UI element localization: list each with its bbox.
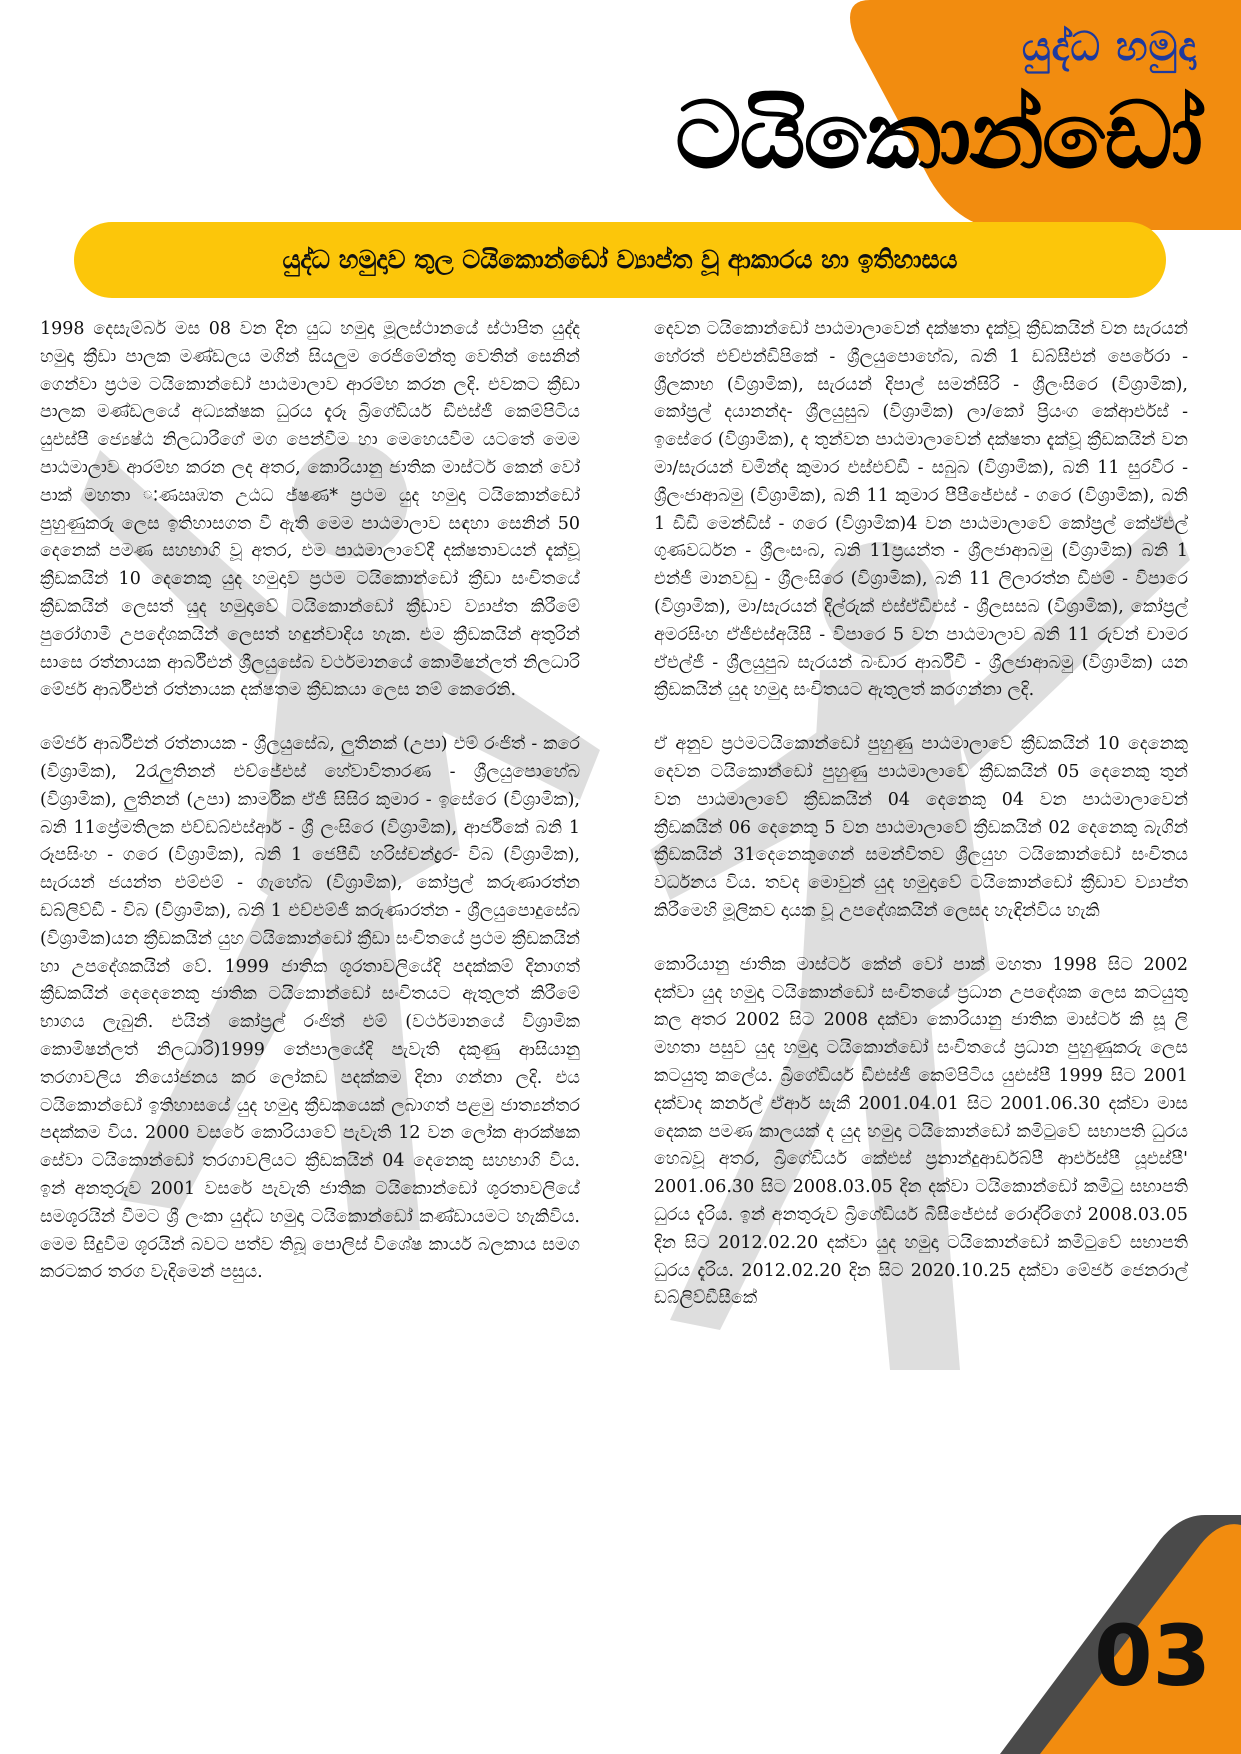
page-number: 03 (1094, 1607, 1211, 1705)
header-kicker: යුද්ධ හමුදා (1021, 24, 1197, 70)
paragraph: ඒ අනුව ප්‍රථමටයිකොන්ඩෝ පුහුණු පාඨමාලාවේ ක්‍රීඩකයින් 10 දෙනෙකු දෙවන ටයිකොන්ඩෝ පුහුණු පාඨමාලාවේ ක්‍රීඩකයින් 05 දෙනෙකු තුන් වන පාඨමාලාවේ ක්‍රීඩකයින් 04 දෙනෙකු 04 වන පාඨමාලාවෙන් ක්‍රීඩකයින් 06 දෙනෙකු 5 වන පාඨමාලාවේ ක්‍රීඩකයින් 02 දෙනෙකු බැගින් ක්‍රීඩකයින් 31දෙනෙකුගෙන් සමන්විතව ශ්‍රීලයුහ ටයිකොන්ඩෝ සංචිතය වර්ධනය විය. තවද මොවුන් යුද හමුදාවේ ටයිකොන්ඩෝ ක්‍රීඩාව ව්‍යාප්ත කිරීමෙහි මූලිකව දායක වූ උපදේශකයින් ලෙසද හැඳින්විය හැකි (654, 734, 1188, 921)
paragraph: මේජර් ආර්බීඑන් රත්නායක - ශ්‍රීලයුසේබ, ලුතිනක් (උපා) එම් රංජිත් - කරෙ (විශ්‍රාමික), 2රැලුතිනන් එච්ජේඑස් හේවාවිතාරණ - ශ්‍රීලයුපොහේබ (විශ්‍රාමික), ලුතිනන් (උපා) කාර්මික ඒජී සිසිර කුමාර - ඉසේරෙ (විශ්‍රාමික), බනි 11ප්‍රේමතිලක එච්ඩබ්එස්ආර් - ශ්‍රී ලංසිරෙ (විශ්‍රාමික), ආර්ජීකේ බනි 1 රූපසිංහ - ගරෙ (විශ්‍රාමික), බනි 1 ජෙපීඩී හරිස්චන්ද්‍රර- විබ (විශ්‍රාමික), සැරයන් ජයන්ත එම්එම් - ගැහේබ (විශ්‍රාමික), කෝප්‍රල් කරුණාරත්න ඩබ්ලිව්ඩී - විබ (විශ්‍රාමික), බනි 1 එච්එම්ජී කරුණාරත්න - ශ්‍රීලයුපොදුසේබ (විශ්‍රාමික)යන ක්‍රීඩකයින් යුහ ටයිකොන්ඩෝ ක්‍රීඩා සංචිතයේ ප්‍රථම ක්‍රීඩකයින් හා උපදේශකයින් වේ. 1999 ජාතික ශූරතාවලියේදි පදක්කම් දිනාගත් ක්‍රීඩකයින් දෙදෙනෙකු ජාතික ටයිකොන්ඩෝ සංචිතයට ඇතුලත් කිරීමේ භාගය ලැබුනි. එයින් කෝප්‍රල් රංජිත් එම් (වර්ථමානයේ විශ්‍රාමික කොමිෂන්ලත් නිලධාරි)1999 නේපාලයේදි පැවැති දකුණු ආසියානු තරගාවලිය නියෝජනය කර ලෝකඩ පදක්කම දිනා ගන්නා ලදි. එය ටයිකොන්ඩෝ ඉතිහාසයේ යුද හමුදා ක්‍රීඩකයෙක් ලබාගත් පළමු ජාත්‍යන්තර පදක්කම විය. 2000 වසරේ කොරියාවේ පැවැති 12 වන ලෝක ආරක්ෂක සේවා ටයිකොන්ඩෝ තරගාවලියට ක්‍රීඩකයින් 04 දෙනෙකු සහභාගි විය. ඉන් අනතුරුව 2001 වසරේ පැවැති ජාතික ටයිකොන්ඩෝ ශූරතාවලියේ සමශූරයින් වීමට ශ්‍රී ලංකා යුද්ධ හමුදා ටයිකොන්ඩෝ කණ්ඩායමට හැකිවිය. මෙම සිදුවීම ශූරයින් බවට පත්ව තිබූ පොලිස් විශේෂ කාර්ය බලකාය සමග කරටකර තරග වැදිමෙන් පසුය. (40, 734, 580, 1283)
paragraph: කොරියානු ජාතික මාස්ටර් කේන් වෝ පාක් මහතා 1998 සිට 2002 දක්වා යුද හමුදා ටයිකොන්ඩෝ සංචිතයේ ප්‍රධාන උපදේශක ලෙස කටයුතු කල අතර 2002 සිට 2008 දක්වා කොරියානු ජාතික මාස්ටර් කි සූ ලි මහතා පසුව යුද හමුදා ටයිකොන්ඩෝ සංචිතයේ ප්‍රධාන පුහුණුකරු ලෙස කටයුතු කලේය. බ්‍රිගේඩියර් ඩීඑස්ජී කෙම්පිටිය යුඑස්පී 1999 සිට 2001 දක්වාද කර්නල් ඒආර් සැකී 2001.04.01 සිට 2001.06.30 දක්වා මාස දෙකක පමණ කාලයක් ද යුද හමුදා ටයිකොන්ඩෝ කමිටුවේ සභාපති ධුරය හෙබවූ අතර, බ්‍රිගේඩියර් කේඑස් ප්‍රනාන්දුආර්ඩබ්පී ආර්එස්පී යූඑස්පී' 2001.06.30 සිට 2008.03.05 දින දක්වා ටයිකොන්ඩෝ කමිටු සභාපති ධුරය දැරිය. ඉන් අනතුරුව බ්‍රිගේඩියර් බීසීජේඑස් රොද්රිගෝ 2008.03.05 දින සිට 2012.02.20 දක්වා යුද හමුදා ටයිකොන්ඩෝ කමිටුවේ සභාපති ධුරය දැරිය. 2012.02.20 දින සිට 2020.10.25 දක්වා මේජර් ජෙනරාල් ඩබ්ලිව්ඩීසීකේ (654, 954, 1188, 1309)
banner-heading: යුද්ධ හමුදාව තුල ටයිකොන්ඩෝ ව්‍යාප්ත වූ ආකාරය හා ඉතිහාසය (282, 245, 958, 274)
paragraph: දෙවන ටයිකොන්ඩෝ පාඨමාලාවෙන් දක්ෂතා දැක්වූ ක්‍රීඩකයින් වන සැරයන් හේරත් එච්එන්ඩිපිකේ - ශ්‍රීලයුපොහේබ, බනි 1 ඩබ්සීඑන් පෙරේරා - ශ්‍රීලකාභ (විශ්‍රාමික), සැරයන් දිපාල් සමන්සිරි - ශ්‍රීලංසිරෙ (විශ්‍රාමික), කෝප්‍රල් දයානන්ද- ශ්‍රීලයුසුබ (විශ්‍රාමික) ලා/කෝ ප්‍රියංග කේආර්එස් - ඉසේරෙ (විශ්‍රාමික), ද තුන්වන පාඨමාලාවෙන් දක්ෂතා දැක්වූ ක්‍රීඩකයින් වන මා/සැරයන් චමින්ද කුමාර එස්එච්ඩී - සබුබ (විශ්‍රාමික), බනි 11 සුරවීර - ශ්‍රීලංජාආබමු (විශ්‍රාමික), බනි 11 කුමාර පීපීජේඑස් - ගරෙ (විශ්‍රාමික), බනි 1 ඩීඩී මෙන්ඩිස් - ගරෙ (විශ්‍රාමික)4 වන පාඨමාලාවේ කෝප්‍රල් කේඒඑල් ගුණවර්ධන - ශ්‍රීලංසංබ, බනි 11ප්‍රයන්ත - ශ්‍රීලජාආබමු (විශ්‍රාමික) බනි 1 එන්ජී මානවඩු - ශ්‍රීලංසිරෙ (විශ්‍රාමික), බනි 11 ලිලාරත්න ඩීඑම් - විපාරෙ (විශ්‍රාමික), මා/සැරයන් දිල්රුක් එස්ඒඩීඑස් - ශ්‍රීලසසබ (විශ්‍රාමික), කෝප්‍රල් අමරසිංහ ඒජීඑස්අයිසී - විපාරෙ 5 වන පාඨමාලාව බනි 11 රුවන් චාමර ඒඑල්ජී - ශ්‍රීලයුපුබ සැරයන් බංඩාර ආර්බීචී - ශ්‍රීලජාආබමු (විශ්‍රාමික) යන ක්‍රීඩකයින් යුද හමුදා සංචිතයට ඇතුලත් කරගන්නා ලදි. (654, 319, 1188, 701)
page-title: ටයිකොන්ඩෝ (675, 82, 1201, 189)
paragraph: 1998 දෙසැම්බර් මස 08 වන දින යුධ හමුදා මූලස්ථානයේ ස්ථාපිත යුද්ද හමුදා ක්‍රීඩා පාලක මණ්ඩලය මගින් සියලුම රෙජිමේන්තු වෙතින් සෙනින් ගෙන්වා ප්‍රථම ටයිකොන්ඩෝ පාඨමාලාව ආරම්භ කරන ලදි. එවකට ක්‍රීඩා පාලක මණ්ඩලයේ අධ්‍යක්ෂක ධුරය දැරූ බ්‍රිගේඩියර් ඩීඑස්ජී කෙම්පිටිය යුඑස්පී ජ්‍යෙෂ්ඨ නිලධාරීගේ මග පෙන්වීම හා මෙහෙයවීම යටතේ මෙම පාඨමාලාව ආරම්භ කරන ලද අතර, කොරියානු ජාතික මාස්ටර් කෙන් වෝ පාක් මහතා ៈණඍඹත උඨධ ජ්ෂණ* ප්‍රථම යුද හමුදා ටයිකොන්ඩෝ පුහුණුකරු ලෙස ඉතිහාසගත වී ඇති මෙම පාඨමාලාව සඳහා සෙනින් 50 දෙනෙක් පමණ සහභාගි වූ අතර, එම පාඨමාලාවේදී දක්ෂතාවයන් දැක්වූ ක්‍රීඩකයින් 10 දෙනෙකු යුද හමුදාව ප්‍රථම ටයිකොන්ඩෝ ක්‍රීඩා සංචිතයේ ක්‍රීඩකයින් ලෙසත් යුද හමුදාවේ ටයිකොන්ඩෝ ක්‍රීඩාව ව්‍යාප්ත කිරීමේ පුරෝගාමී උපදේශකයින් ලෙසත් හඳුන්වාදිය හැක. එම ක්‍රීඩකයින් අතුරින් සාසෙ රත්නායක ආර්බීඑන් ශ්‍රීලයුසේබ වර්ථමානයේ කොමිෂන්ලත් නිලධාරි මේජර් ආර්බීඑන් රත්නායක දක්ෂතම ක්‍රීඩකයා ලෙස නම් කෙරෙනි. (40, 319, 580, 701)
